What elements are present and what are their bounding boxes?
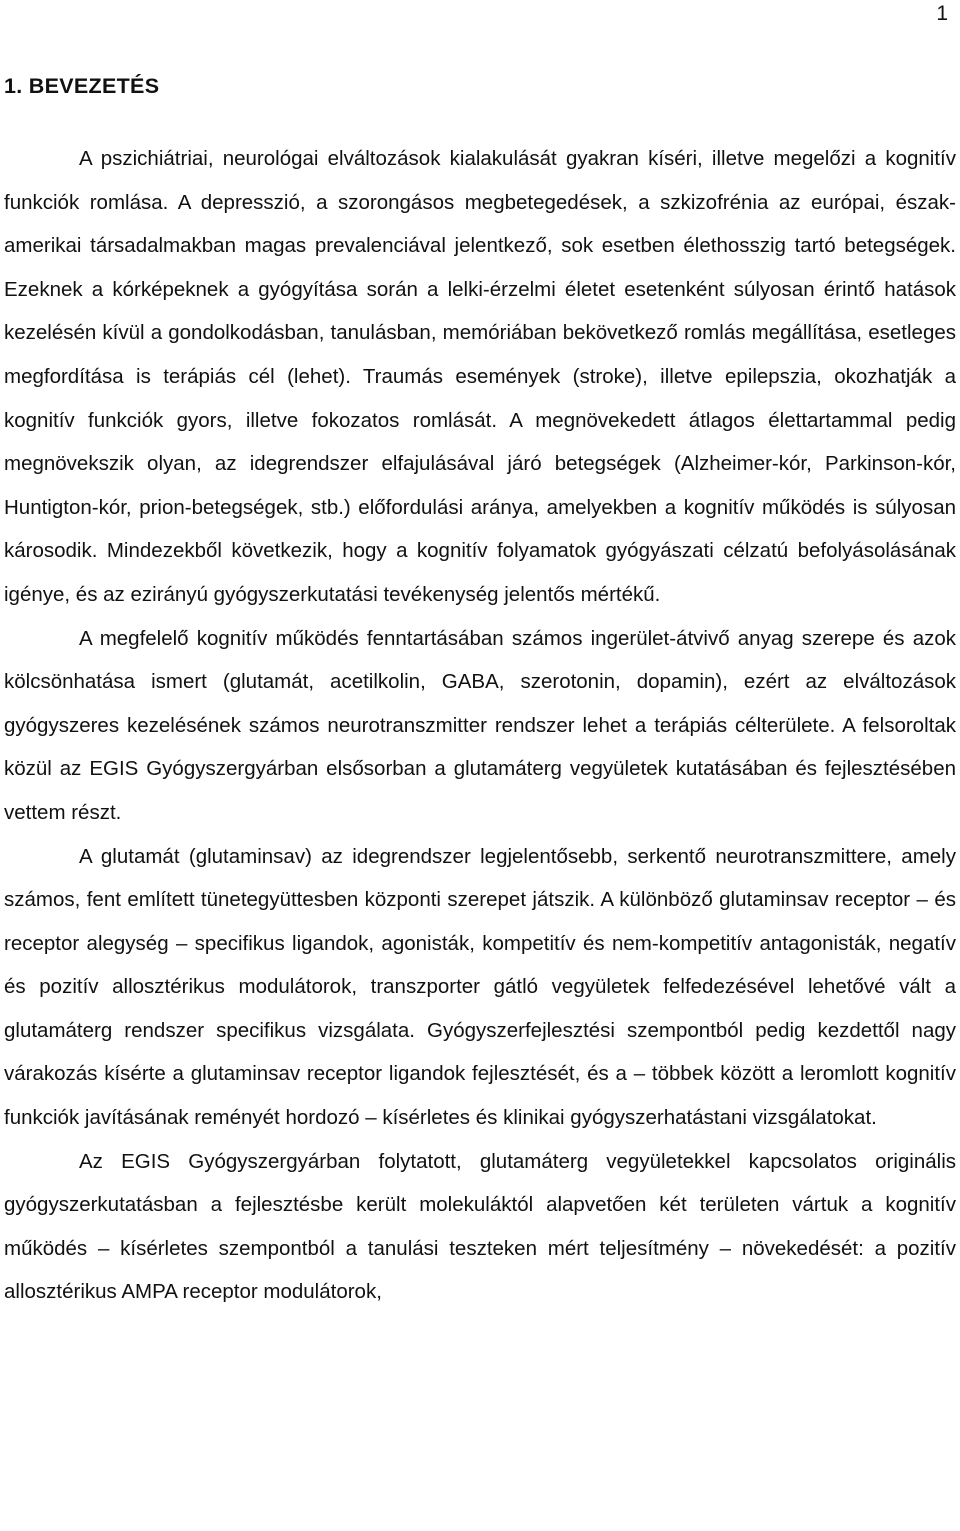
paragraph-glutamate: A glutamát (glutaminsav) az idegrendszer legjelentősebb, serkentő neurotranszmittere, amely számos, fent említett tünetegyüttesben központi szerepet játszik. A különböző glutaminsav receptor – és receptor alegység – specifikus ligandok, agonisták, kompetitív és nem-kompetitív antagonisták, negatív és pozitív allosztérikus modulátorok, transzporter gátló vegyületek felfedezésével lehetővé vált a glutamáterg rendszer specifikus vizsgálata. Gyógyszerfejlesztési szempontból pedig kezdettől nagy várakozás kísérte a glutaminsav receptor ligandok fejlesztését, és a – többek között a leromlott kognitív funkciók javításának reményét hordozó – kísérletes és klinikai gyógyszerhatástani vizsgálatokat. [4,844,956,1130]
section-heading: 1. BEVEZETÉS [4,74,160,98]
paragraph-egis-research: Az EGIS Gyógyszergyárban folytatott, glutamáterg vegyületekkel kapcsolatos originális gyógyszerkutatásban a fejlesztésbe került molekuláktól alapvetően két területen vártuk a kognitív működés – kísérletes szempontból a tanulási teszteken mért teljesítmény – növekedését: a pozitív allosztérikus AMPA receptor modulátorok, [4,1149,956,1304]
paragraph-neurotransmitters: A megfelelő kognitív működés fenntartásában számos ingerület-átvivő anyag szerepe és azok kölcsönhatása ismert (glutamát, acetilkolin, GABA, szerotonin, dopamin), ezért az elváltozások gyógyszeres kezelésének számos neurotranszmitter rendszer lehet a terápiás célterülete. A felsoroltak közül az EGIS Gyógyszergyárban elsősorban a glutamáterg vegyületek kutatásában és fejlesztésében vettem részt. [4,626,956,824]
document-body [4,137,956,1314]
paragraph-intro: A pszichiátriai, neurológai elváltozások kialakulását gyakran kíséri, illetve megelőzi a kognitív funkciók romlása. A depresszió, a szorongásos megbetegedések, a szkizofrénia az európai, észak-amerikai társadalmakban magas prevalenciával jelentkező, sok esetben élethosszig tartó betegségek. Ezeknek a kórképeknek a gyógyítása során a lelki-érzelmi életet esetenként súlyosan érintő hatások kezelésén kívül a gondolkodásban, tanulásban, memóriában bekövetkező romlás megállítása, esetleges megfordítása is terápiás cél (lehet). Traumás események (stroke), illetve epilepszia, okozhatják a kognitív funkciók gyors, illetve fokozatos romlását. A megnövekedett átlagos élettartammal pedig megnövekszik olyan, az idegrendszer elfajulásával járó betegségek (Alzheimer-kór, Parkinson-kór, Huntigton-kór, prion-betegségek, stb.) előfordulási aránya, amelyekben a kognitív működés is súlyosan károsodik. Mindezekből következik, hogy a kognitív folyamatok gyógyászati célzatú befolyásolásának igénye, és az ezirányú gyógyszerkutatási tevékenység jelentős mértékű. [4,147,956,606]
page-number: 1 [936,2,948,25]
